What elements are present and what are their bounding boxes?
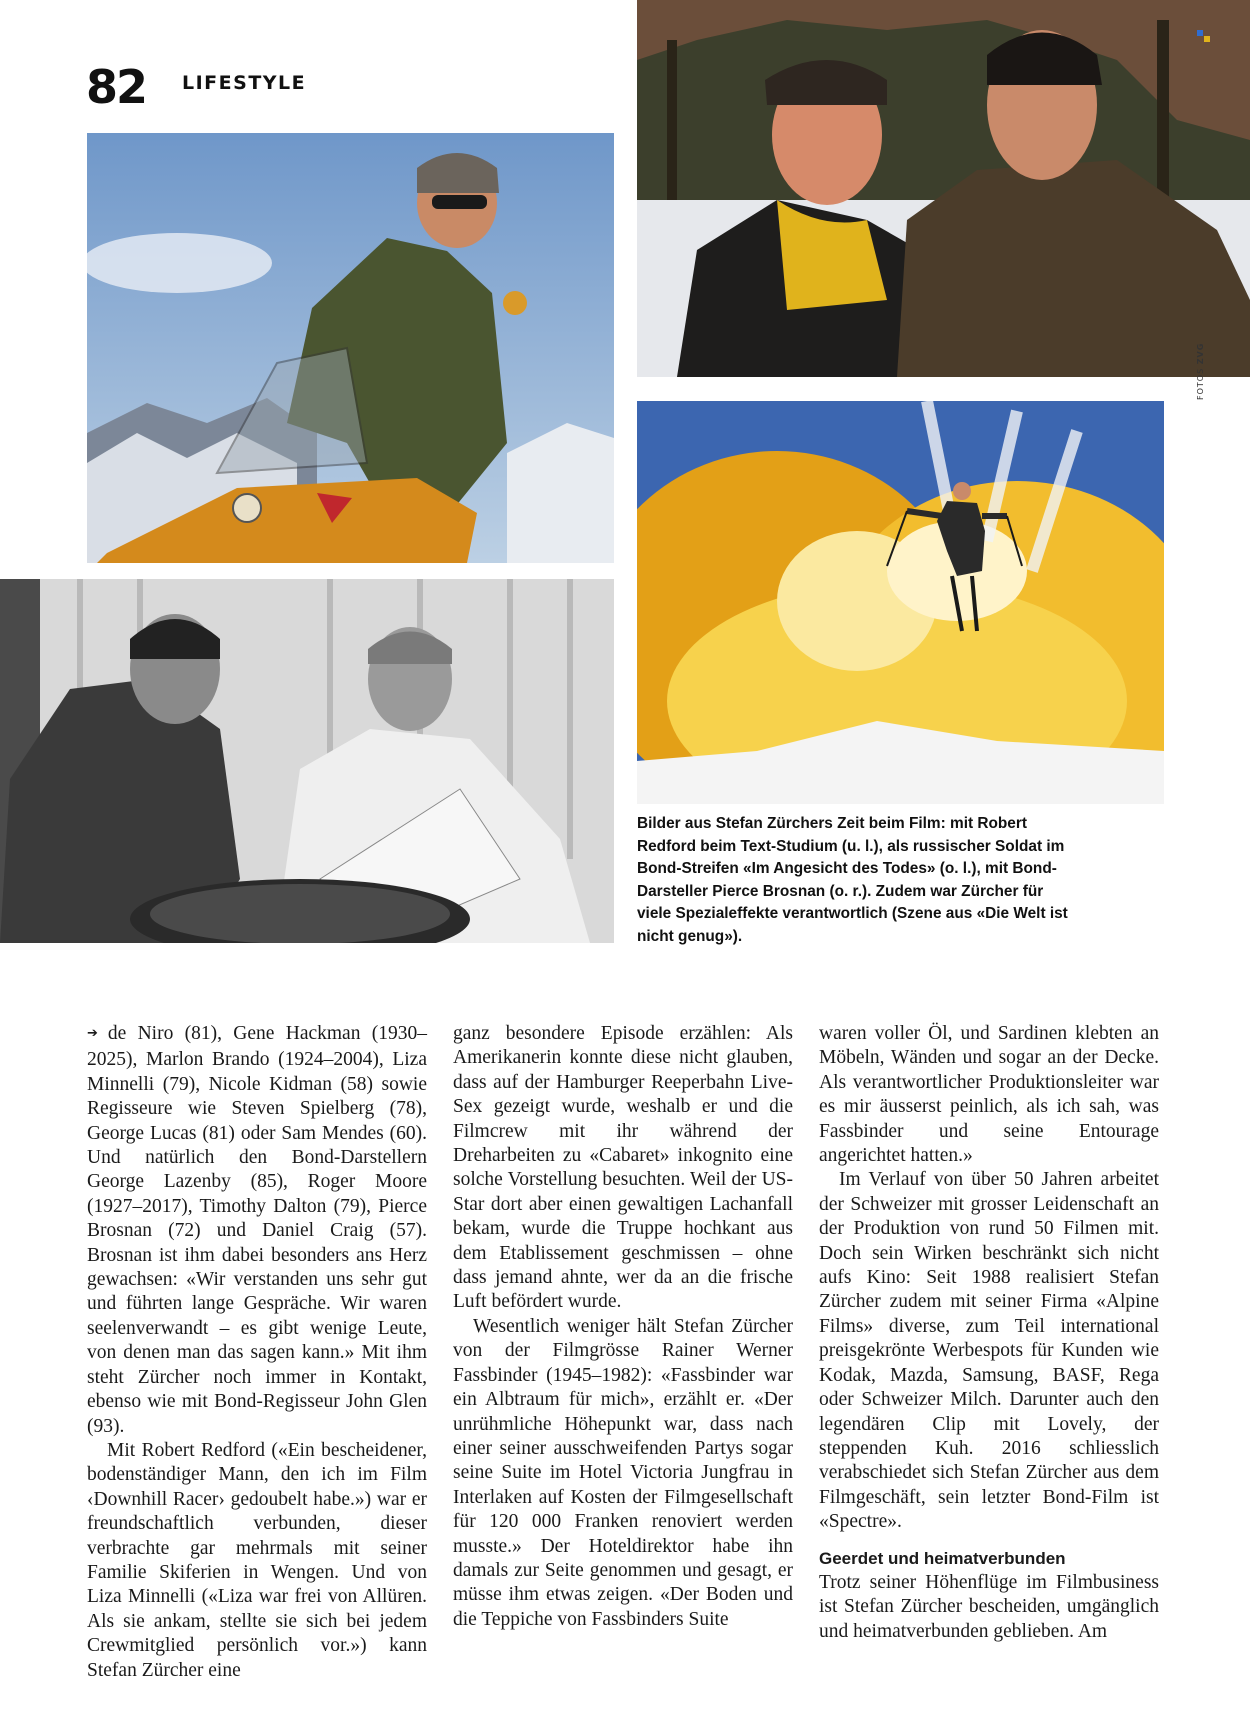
photo-russian-soldier bbox=[87, 133, 614, 563]
page-number: 82 bbox=[86, 60, 147, 114]
article-column-1 bbox=[87, 1022, 427, 1683]
article-column-3 bbox=[819, 1022, 1159, 1644]
paragraph: Trotz seiner Höhenflüge im Filmbusiness ist Stefan Zürcher bescheiden, umgänglich und heimatverbunden geblieben. Am bbox=[819, 1571, 1159, 1642]
photo-caption: Bilder aus Stefan Zürchers Zeit beim Film: mit Robert Redford beim Text-Studium (u. l.), als russischer Soldat im Bond-Streifen «Im Angesicht des Todes» (o. l.), mit Bond-Darsteller Pierce Brosnan (o. r.). Zudem war Zürcher für viele Spezialeffekte verantwortlich (Szene aus «Die Welt ist nicht genug»). bbox=[637, 815, 1068, 945]
photo-robert-redford bbox=[0, 579, 614, 943]
section-title: LIFESTYLE bbox=[182, 72, 307, 94]
photo-credit-source: ZVG bbox=[1196, 342, 1205, 365]
article-column-2 bbox=[453, 1022, 793, 1632]
photo-credit-label: FOTOS bbox=[1196, 367, 1205, 400]
subheading: Geerdet und heimatverbunden bbox=[819, 1548, 1066, 1568]
paragraph: ganz besondere Episode erzählen: Als Amerikanerin konnte diese nicht glauben, dass auf der Hamburger Reeperbahn Live-Sex gezeigt wurde, weshalb er und die Filmcrew mit ihr während der Dreharbeiten zu «Cabaret» inkognito eine solche Vorstellung besuchten. Weil der US-Star dort aber einen gewaltigen Lachanfall bekam, wurde die Truppe hochkant aus dem Etablissement geschmissen – ohne dass jemand ahnte, wer da an die frische Luft befördert wurde. bbox=[453, 1023, 793, 1313]
paragraph: Mit Robert Redford («Ein bescheidener, bodenständiger Mann, den ich im Film ‹Downhill Racer› gedoubelt habe.») war er freundschaftlich verbunden, dieser verbrachte gar mehrmals mit seiner Familie Skiferien in Wengen. Und von Liza Minnelli («Liza war frei von Allüren. Als sie ankam, stellte sie sich bei jedem Crewmitglied persönlich vor.») kann Stefan Zürcher eine bbox=[87, 1439, 427, 1681]
paragraph: waren voller Öl, und Sardinen klebten an Möbeln, Wänden und sogar an der Decke. Als verantwortlicher Produktionsleiter war es mir äusserst peinlich, als ich sah, was Fassbinder und seine Entourage angerichtet hatten.» bbox=[819, 1023, 1159, 1167]
paragraph: Im Verlauf von über 50 Jahren arbeitet der Schweizer mit grosser Leidenschaft an der Produktion von rund 50 Filmen mit. Doch sein Wirken beschränkt sich nicht aufs Kino: Seit 1988 realisiert Stefan Zürcher zudem mit seiner Firma «Alpine Films» diverse, zum Teil international preisgekrönte Werbespots für Kunden wie Kodak, Mazda, Samsung, BASF, Rega oder Schweizer Milch. Darunter auch den legendären Clip mit Lovely, der steppenden Kuh. 2016 schliesslich verabschiedet sich Stefan Zürcher aus dem Filmgeschäft, sein letzter Bond-Film ist «Spectre». bbox=[819, 1169, 1159, 1533]
paragraph: ➔ de Niro (81), Gene Hackman (1930–2025), Marlon Brando (1924–2004), Liza Minnelli (79), Nicole Kidman (58) sowie Regisseure wie Steven Spielberg (78), George Lucas (81) oder Sam Mendes (60). Und natürlich den Bond-Darstellern George Lazenby (85), Roger Moore (1927–2017), Timothy Dalton (79), Pierce Brosnan (72) und Daniel Craig (57). Brosnan ist ihm dabei besonders ans Herz gewachsen: «Wir verstanden uns sehr gut und führten lange Gespräche. Wir waren seelenverwandt – es gibt wenige Leute, von denen man das sagen kann.» Mit ihm steht Zürcher noch immer in Kontakt, ebenso wie mit Bond-Regisseur John Glen (93). bbox=[87, 1022, 427, 1439]
paragraph: Wesentlich weniger hält Stefan Zürcher von der Filmgrösse Rainer Werner Fassbinder (1945–1982): «Fassbinder war ein Albtraum für mich», erzählt er. «Der unrühmliche Höhepunkt war, dass nach einer seiner ausschweifenden Partys sogar seine Suite im Hotel Victoria Jungfrau in Interlaken auf Kosten der Filmgesellschaft für 120 000 Franken renoviert werden musste.» Der Hoteldirektor habe ihn damals zur Seite genommen und gesagt, er müsse ihm etwas zeigen. «Der Boden und die Teppiche von Fassbinders Suite bbox=[453, 1315, 793, 1630]
photo-credit bbox=[1196, 340, 1205, 400]
photo-pierce-brosnan bbox=[637, 0, 1250, 377]
photo-explosion-skier bbox=[637, 401, 1164, 804]
